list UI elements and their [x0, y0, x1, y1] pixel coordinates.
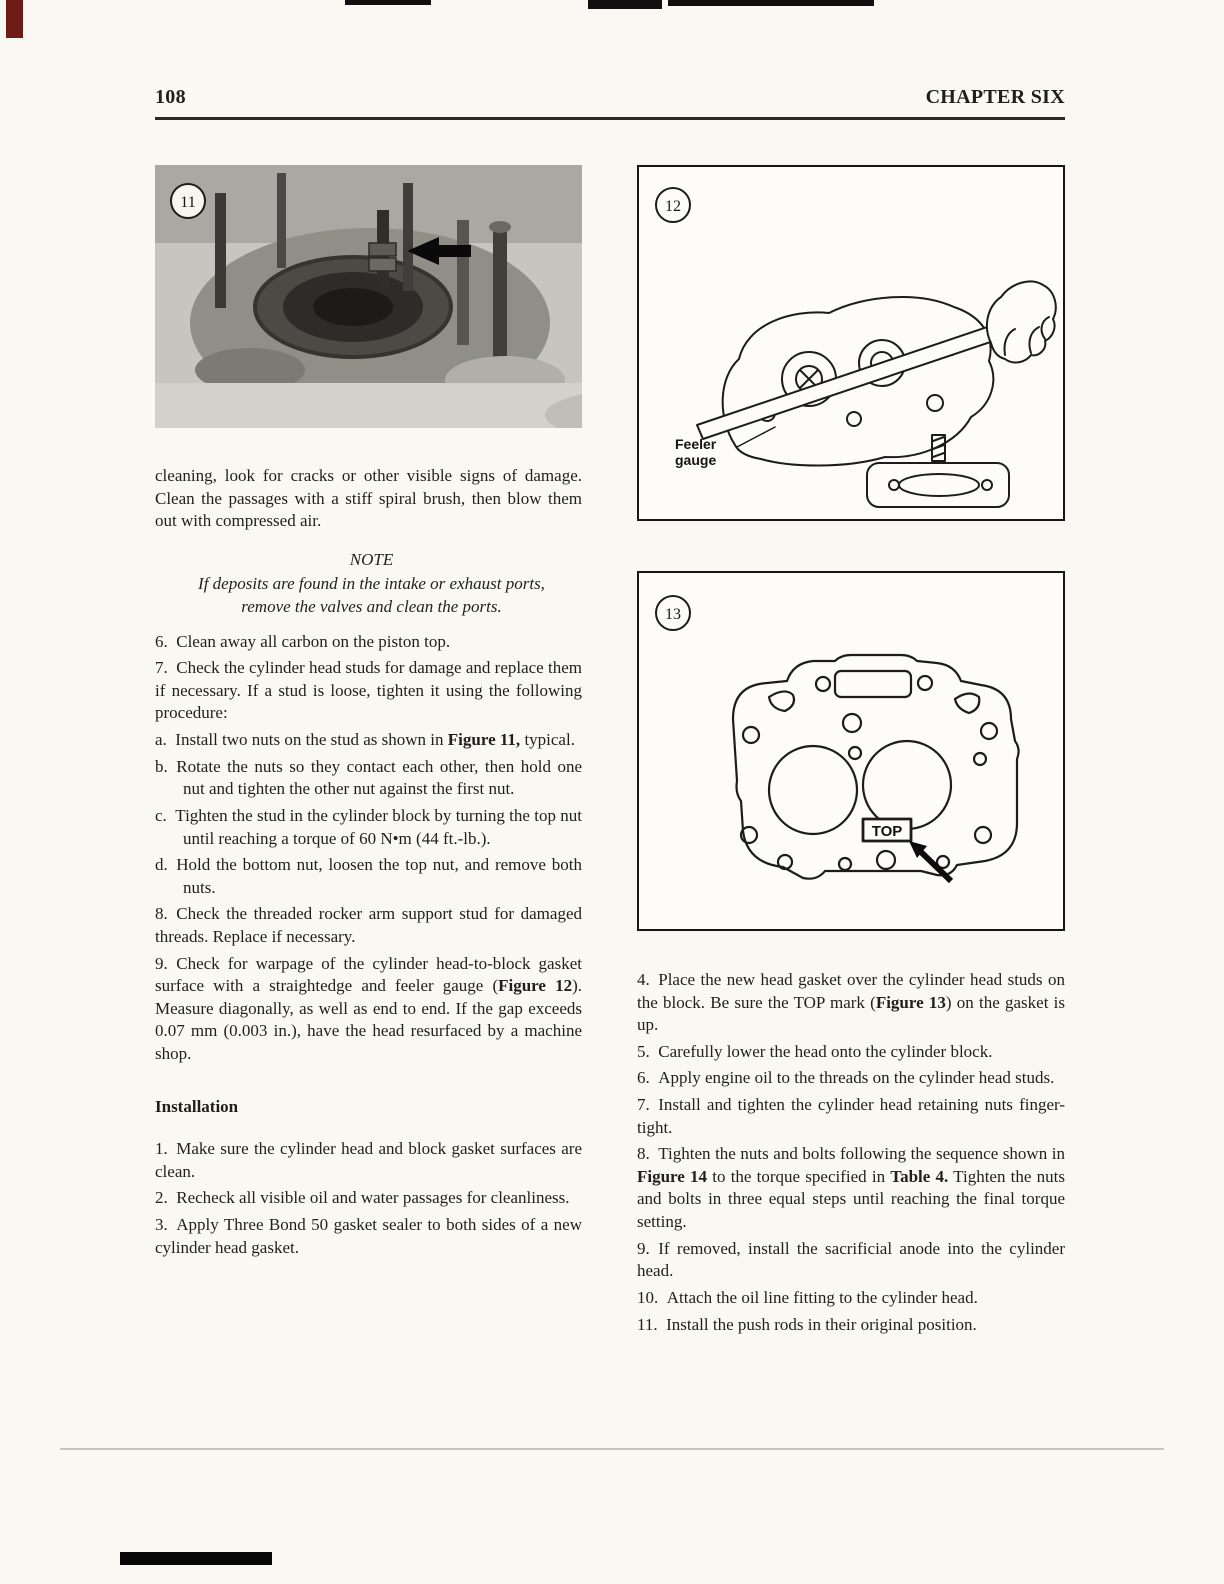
figure-13-number: 13 — [665, 606, 681, 623]
step-7c: c. Tighten the stud in the cylinder block by turning the top nut until reaching a torque of 60 N•m (44 ft.-lb.). — [155, 805, 582, 848]
install-step-3: 3. Apply Three Bond 50 gasket sealer to both sides of a new cylinder head gasket. — [155, 1215, 582, 1257]
scan-artifact — [588, 0, 662, 9]
note-title: NOTE — [349, 549, 394, 569]
step-7b: b. Rotate the nuts so they contact each other, then hold one nut and tighten the other nut against the first nut. — [155, 756, 582, 799]
step-7: 7. Install and tighten the cylinder head retaining nuts finger-tight. — [637, 1095, 1065, 1137]
engine-photo-illustration — [155, 165, 582, 428]
section-heading-installation: Installation — [155, 1096, 239, 1116]
step-7: 7. Check the cylinder head studs for damage and replace them if necessary. If a stud is loose, tighten it using the following procedure: — [155, 658, 582, 723]
chapter-title: CHAPTER SIX — [925, 86, 1065, 108]
install-step-1: 1. Make sure the cylinder head and block gasket surfaces are clean. — [155, 1139, 582, 1181]
step-7a — [155, 729, 582, 752]
page-header — [155, 86, 1065, 120]
feeler-gauge-callout-line2: gauge — [675, 452, 717, 468]
step-6: 6. Clean away all carbon on the piston top. — [155, 631, 451, 651]
left-column — [155, 165, 582, 1263]
figure-11-number: 11 — [180, 194, 196, 211]
text-segment: 9. Check for warpage of the cylinder head-to-block gasket surface with a straightedge and feeler gauge ( — [155, 953, 582, 996]
scan-artifact — [668, 0, 874, 6]
scan-artifact — [345, 0, 431, 5]
figure-12-box — [637, 165, 1065, 521]
text-segment: a. Install two nuts on the stud as shown in — [155, 730, 448, 750]
step-5: 5. Carefully lower the head onto the cylinder block. — [637, 1041, 993, 1061]
top-mark-label: TOP — [871, 823, 903, 840]
text-segment: to the torque specified in — [707, 1166, 891, 1186]
figure-ref: Figure 14 — [637, 1166, 708, 1186]
note-block — [195, 549, 548, 619]
page-number: 108 — [155, 86, 186, 108]
text-segment: ) on the gasket is up. — [637, 992, 1065, 1035]
step-6: 6. Apply engine oil to the threads on the cylinder head studs. — [637, 1068, 1055, 1088]
figure-ref: Figure 11, — [447, 730, 521, 750]
step-9 — [155, 953, 582, 1066]
text-segment: typical. — [520, 730, 575, 750]
text-segment: Tighten the nuts and bolts in three equal steps until reaching the final torque setting. — [637, 1166, 1065, 1232]
bottom-rule — [60, 1448, 1164, 1450]
right-column — [637, 165, 1065, 1340]
install-step-2: 2. Recheck all visible oil and water passages for cleanliness. — [155, 1188, 570, 1208]
step-11: 11. Install the push rods in their original position. — [637, 1314, 977, 1334]
scan-artifact-red — [6, 0, 23, 38]
figure-12-drawing — [639, 167, 1063, 519]
text-segment: 8. Tighten the nuts and bolts following the sequence shown in — [637, 1144, 1065, 1164]
figure-12-number: 12 — [665, 198, 681, 215]
figure-ref: Figure 12 — [498, 976, 573, 996]
step-8 — [637, 1143, 1065, 1233]
table-ref: Table 4. — [890, 1166, 949, 1186]
step-8: 8. Check the threaded rocker arm support stud for damaged threads. Replace if necessary. — [155, 904, 582, 946]
left-column-text — [155, 465, 582, 1259]
step-9: 9. If removed, install the sacrificial anode into the cylinder head. — [637, 1238, 1065, 1281]
paragraph-continued: cleaning, look for cracks or other visible signs of damage. Clean the passages with a stiff spiral brush, then blow them out with compressed air. — [155, 466, 582, 531]
note-body: If deposits are found in the intake or exhaust ports, remove the valves and clean the ports. — [198, 574, 545, 617]
figure-ref: Figure 13 — [875, 992, 946, 1012]
scan-artifact-black-bar — [120, 1552, 272, 1565]
text-segment: 4. Place the new head gasket over the cylinder head studs on the block. Be sure the TOP mark ( — [637, 970, 1065, 1012]
figure-13-box — [637, 571, 1065, 931]
step-10: 10. Attach the oil line fitting to the cylinder head. — [637, 1287, 978, 1307]
step-4 — [637, 969, 1065, 1037]
figure-11-photo — [155, 165, 582, 428]
step-7d: d. Hold the bottom nut, loosen the top nut, and remove both nuts. — [155, 855, 582, 897]
right-column-text — [637, 969, 1065, 1336]
text-segment: ). Measure diagonally, as well as end to end. If the gap exceeds 0.07 mm (0.003 in.), have the head resurfaced by a machine shop. — [155, 976, 582, 1064]
figure-13-drawing — [639, 573, 1063, 929]
feeler-gauge-callout-line1: Feeler — [675, 436, 717, 452]
